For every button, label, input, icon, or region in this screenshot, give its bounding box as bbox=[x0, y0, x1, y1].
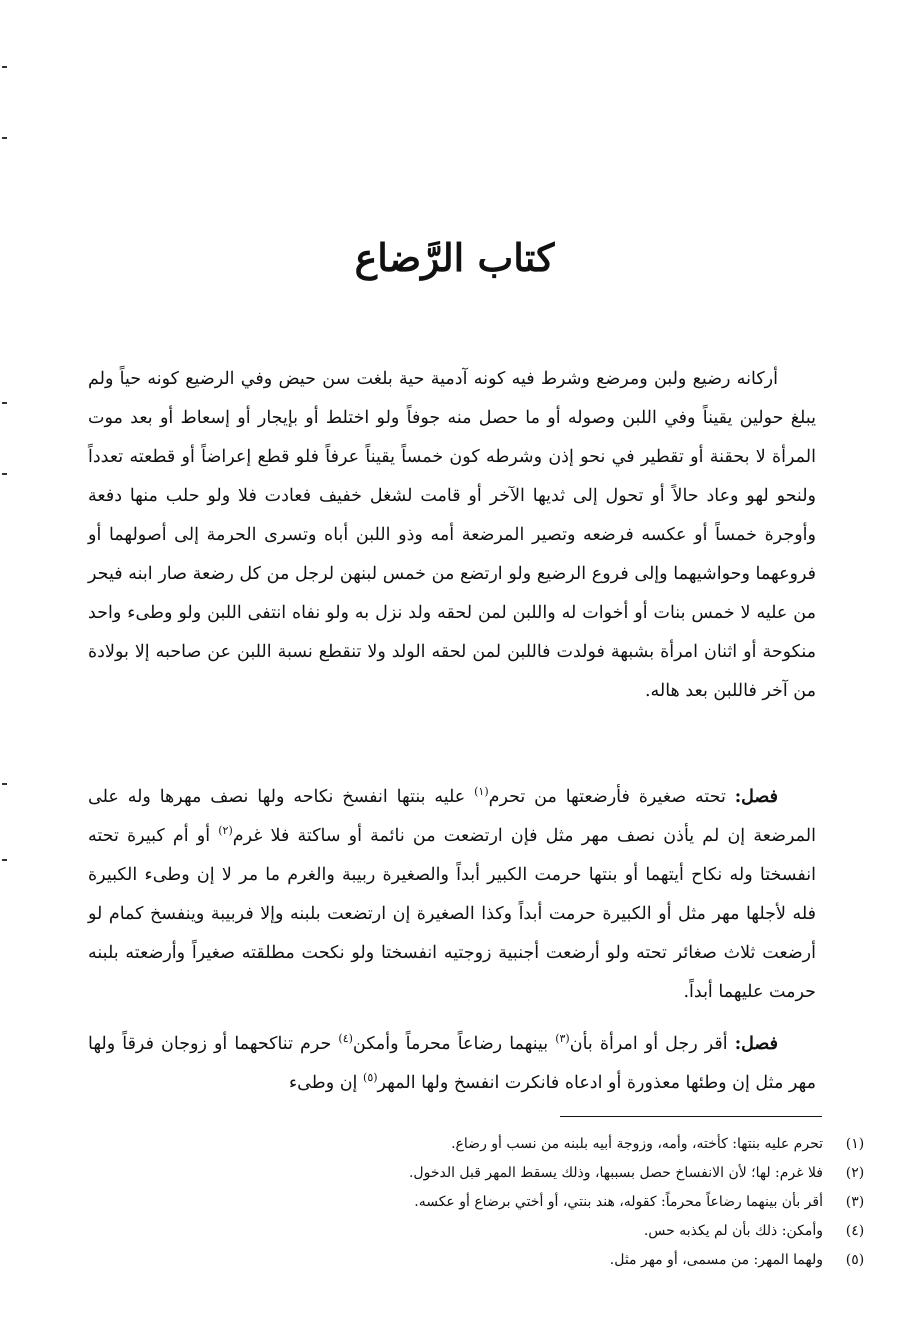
fasl-label: فصل: bbox=[734, 787, 778, 807]
footnotes-list bbox=[37, 1130, 877, 1275]
footnote-divider bbox=[560, 1116, 822, 1117]
paragraph-text: أو أم كبيرة تحته انفسختا وله نكاح أيتهما أو بنتها حرمت الكبير أبداً والصغيرة ربيبة والغرم ما مر لا إن وطىء الكبيرة فله لأجلها مهر مثل أو الكبيرة حرمت أبداً وكذا الصغيرة إن ارتضعت بلبنه وإلا فربيبة وينفسخ كمام لو أرضعت ثلاث صغائر تحته ولو أرضعت أجنبية زوجتيه انفسختا ولو نكحت مطلقته صغيراً وأرضعته بلبنه حرمت عليهما أبداً. bbox=[88, 826, 816, 1002]
footnote-ref: (٣) bbox=[555, 1032, 570, 1046]
paragraph bbox=[88, 1025, 816, 1103]
footnote-number: (٤) bbox=[845, 1223, 865, 1239]
footnote-ref: (٥) bbox=[363, 1071, 378, 1085]
footnote-text: فلا غرم: لها؛ لأن الانفساخ حصل بسببها، وذلك يسقط المهر قبل الدخول. bbox=[408, 1165, 823, 1181]
paragraph-text: إن وطىء bbox=[288, 1073, 358, 1093]
paragraph-text: تحته صغيرة فأرضعتها من تحرم bbox=[488, 787, 726, 807]
footnote-text: أقر بأن بينهما رضاعاً محرماً: كقوله، هند بنتي، أو أختي برضاع أو عكسه. bbox=[414, 1194, 823, 1210]
paragraph-text: حرم تناكحهما أو زوجان فرقاً ولها مهر مثل إن وطئها معذورة أو ادعاه فانكرت انفسخ ولها المهر bbox=[88, 1034, 816, 1093]
footnote bbox=[37, 1159, 877, 1188]
footnote-number: (٥) bbox=[845, 1252, 865, 1268]
footnote bbox=[37, 1188, 877, 1217]
section-fasl-1 bbox=[88, 778, 816, 1012]
margin-mark bbox=[2, 402, 7, 404]
section-fasl-2 bbox=[88, 1025, 816, 1103]
margin-mark bbox=[2, 859, 7, 861]
footnote bbox=[37, 1217, 877, 1246]
margin-mark bbox=[2, 66, 7, 68]
footnote-ref: (١) bbox=[474, 785, 489, 799]
paragraph-text: بينهما رضاعاً محرماً وأمكن bbox=[352, 1034, 549, 1054]
paragraph bbox=[88, 778, 816, 1012]
footnote bbox=[37, 1246, 877, 1275]
footnote bbox=[37, 1130, 877, 1159]
footnote-number: (١) bbox=[845, 1136, 865, 1152]
section-rukn bbox=[88, 360, 816, 711]
footnote-number: (٢) bbox=[845, 1165, 865, 1181]
footnote-text: وأمكن: ذلك بأن لم يكذبه حس. bbox=[643, 1223, 823, 1239]
page-title: كتاب الرَّضاع bbox=[354, 235, 555, 280]
margin-mark bbox=[2, 783, 7, 785]
footnote-ref: (٤) bbox=[338, 1032, 353, 1046]
footnote-number: (٣) bbox=[845, 1194, 865, 1210]
footnote-text: ولهما المهر: من مسمى، أو مهر مثل. bbox=[609, 1252, 823, 1268]
fasl-label: فصل: bbox=[734, 1034, 778, 1054]
paragraph: أركانه رضيع ولبن ومرضع وشرط فيه كونه آدمية حية بلغت سن حيض وفي الرضيع كونه حياً ولم يبلغ حولين يقيناً وفي اللبن وصوله أو ما حصل منه جوفاً ولو اختلط أو بإيجار أو إسعاط أو بعد موت المرأة لا بحقنة أو تقطير في نحو إذن وشرطه كون خمساً يقيناً عرفاً فلو قطع إعراضاً أو قطعته تعدداً ولنحو لهو وعاد حالاً أو تحول إلى ثديها الآخر أو قامت لشغل خفيف فعادت فلا ولو حلب منها دفعة وأوجرة خمساً أو عكسه فرضعه وتصير المرضعة أمه وذو اللبن أباه وتسرى الحرمة إلى أصولهما أو فروعهما وحواشيهما وإلى فروع الرضيع ولو ارتضع من خمس لبنهن لرجل من كل رضعة صار ابنه فيحر من عليه لا خمس بنات أو أخوات له واللبن لمن لحقه ولد نزل به ولو نفاه انتفى اللبن ولو وطىء واحد منكوحة أو اثنان امرأة بشبهة فولدت فاللبن لمن لحقه الولد ولا تنقطع نسبة اللبن عن صاحبه إلا بولادة من آخر فاللبن بعد هاله. bbox=[88, 369, 816, 701]
paragraph-text: عليه بنتها انفسخ نكاحه ولها نصف مهرها وله على المرضعة إن لم يأذن نصف مهر مثل فإن ارتضعت من نائمة أو ساكتة فلا غرم bbox=[88, 787, 816, 846]
margin-mark bbox=[2, 473, 7, 475]
paragraph-text: أقر رجل أو امرأة بأن bbox=[569, 1034, 728, 1054]
footnote-text: تحرم عليه بنتها: كأخته، وأمه، وزوجة أبيه بلبنه من نسب أو رضاع. bbox=[451, 1136, 823, 1152]
margin-mark bbox=[2, 137, 7, 139]
footnote-ref: (٢) bbox=[218, 824, 233, 838]
